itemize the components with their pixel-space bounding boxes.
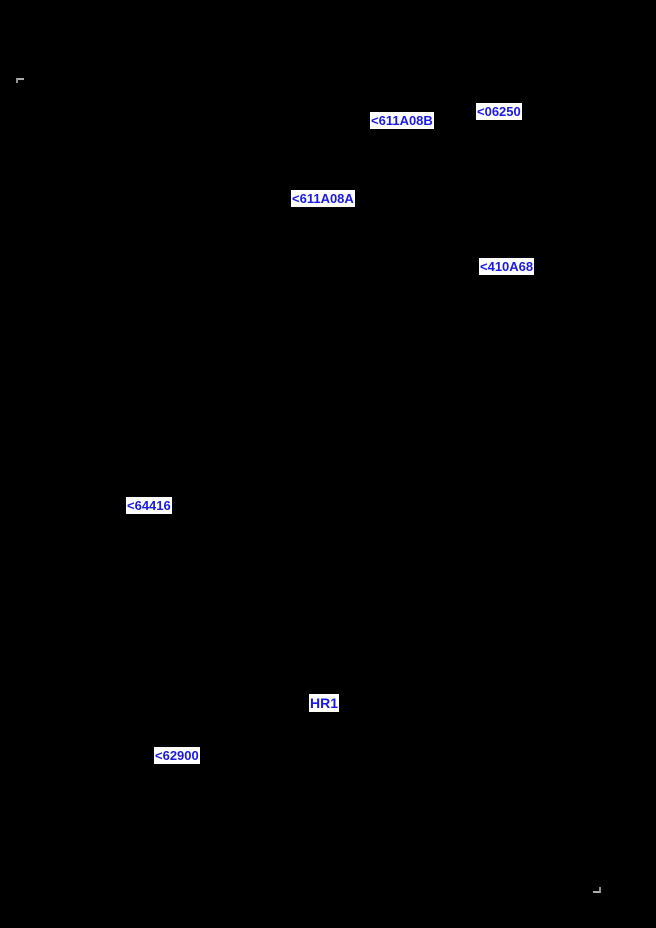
diagram-link-611A08A[interactable]: <611A08A xyxy=(292,191,354,206)
diagram-link-611A08B[interactable]: <611A08B xyxy=(371,113,433,128)
diagram-link-64416[interactable]: <64416 xyxy=(127,498,171,513)
diagram-link-410A68[interactable]: <410A68 xyxy=(480,259,534,274)
diagram-link-06250[interactable]: <06250 xyxy=(477,104,521,119)
diagram-link-62900[interactable]: <62900 xyxy=(155,748,199,763)
crop-mark-top-left-icon xyxy=(16,78,24,83)
crop-mark-bottom-right-icon xyxy=(593,887,601,893)
diagram-link-HR1[interactable]: HR1 xyxy=(310,695,339,711)
